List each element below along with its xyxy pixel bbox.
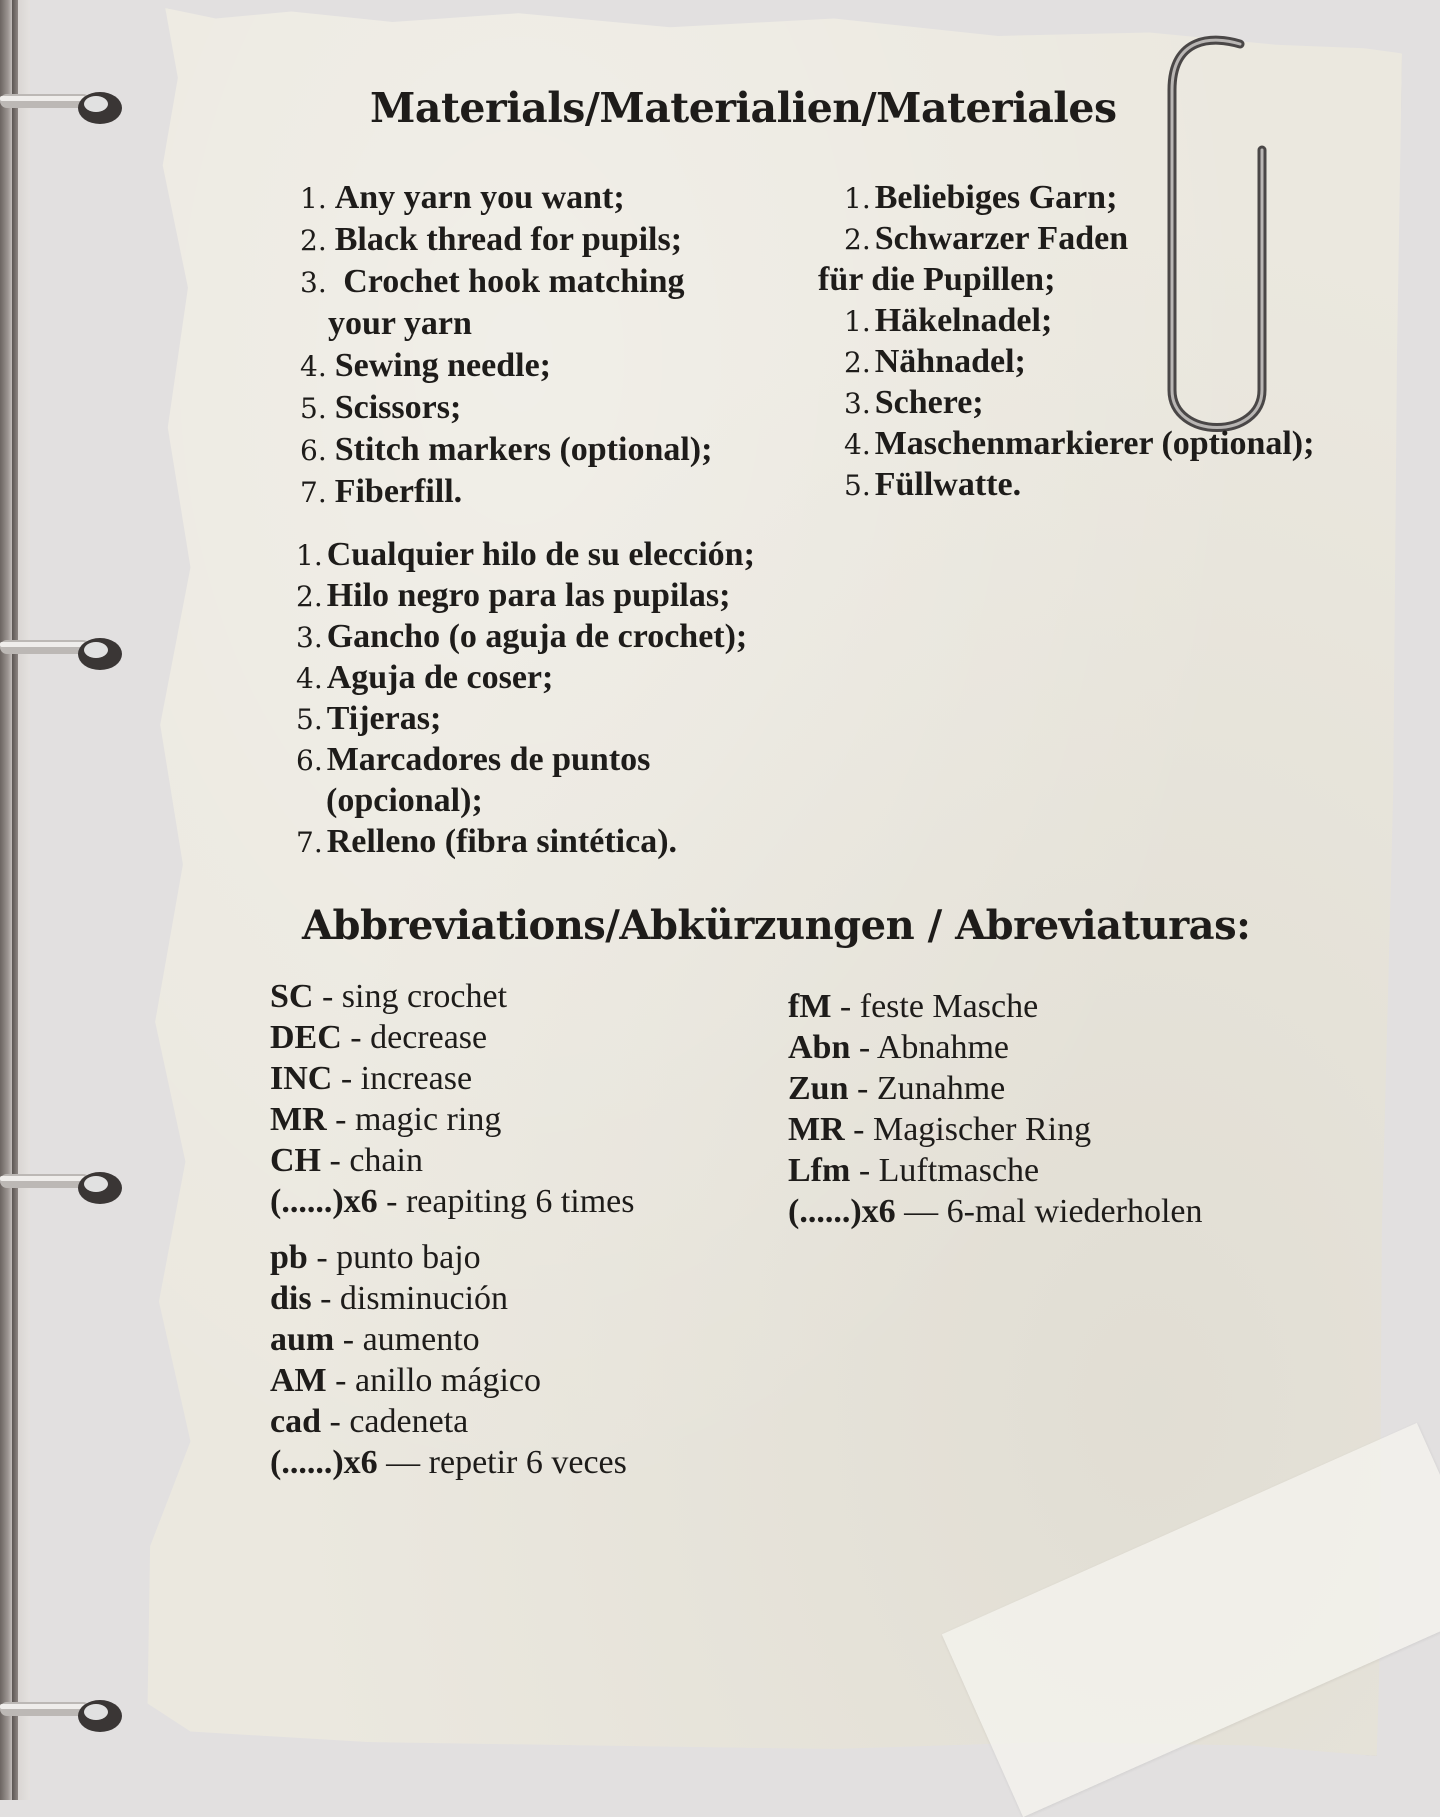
list-item: [788, 1192, 1203, 1232]
item-number: 6.: [300, 434, 327, 467]
item-text: Stitch markers (optional);: [334, 431, 713, 468]
abbr-separator: -: [307, 1239, 337, 1276]
list-item: [844, 424, 1314, 465]
item-text: Any yarn you want;: [334, 179, 625, 216]
list-item: [788, 1151, 1039, 1191]
list-item: [270, 1018, 487, 1058]
list-item: [270, 1402, 468, 1442]
abbr-meaning: cadeneta: [349, 1403, 469, 1440]
abbr-key: (......)x6: [270, 1444, 378, 1481]
item-text: Füllwatte.: [874, 466, 1022, 503]
abbr-separator: -: [848, 1070, 877, 1107]
list-item: [296, 658, 553, 699]
paperclip-icon: [1152, 30, 1280, 440]
list-item: [328, 304, 472, 344]
list-item: [844, 219, 1128, 260]
item-number: 3.: [844, 387, 871, 420]
abbr-meaning: Abnahme: [876, 1029, 1010, 1066]
abbr-meaning: Zunahme: [876, 1070, 1006, 1107]
item-number: 2.: [296, 580, 323, 613]
abbr-separator: -: [844, 1111, 873, 1148]
abbr-key: pb: [270, 1239, 308, 1276]
list-item: [300, 346, 551, 387]
item-number: 4.: [296, 662, 323, 695]
item-number: 1.: [844, 305, 871, 338]
abbr-meaning: feste Masche: [859, 988, 1039, 1025]
list-item: [788, 987, 1038, 1027]
item-number: 3.: [296, 621, 323, 654]
abbr-separator: -: [831, 988, 860, 1025]
abbr-meaning: increase: [360, 1060, 473, 1097]
abbr-separator: -: [313, 978, 342, 1015]
item-number: 3.: [300, 266, 327, 299]
abbr-key: (......)x6: [270, 1183, 378, 1220]
abbr-key: MR: [270, 1101, 327, 1138]
item-text: Fiberfill.: [334, 473, 463, 510]
abbr-key: CH: [270, 1142, 321, 1179]
item-text: Schwarzer Faden: [874, 220, 1129, 257]
list-item: [844, 301, 1052, 342]
item-text: Gancho (o aguja de crochet);: [326, 618, 748, 655]
item-text: Maschenmarkierer (optional);: [874, 425, 1315, 462]
binder-spine: [12, 0, 18, 1800]
item-text: Aguja de coser;: [326, 659, 554, 696]
list-item: [844, 465, 1021, 506]
list-item: [300, 262, 684, 303]
item-number: 2.: [844, 223, 871, 256]
abbr-key: (......)x6: [788, 1193, 896, 1230]
abbr-key: DEC: [270, 1019, 342, 1056]
list-item: [788, 1028, 1009, 1068]
abbr-key: Abn: [788, 1029, 851, 1066]
abbr-meaning: Luftmasche: [878, 1152, 1040, 1189]
list-item: [296, 617, 747, 658]
abbr-key: AM: [270, 1362, 327, 1399]
item-number: 4.: [844, 428, 871, 461]
abbr-meaning: punto bajo: [336, 1239, 481, 1276]
list-item: [296, 740, 650, 781]
item-number: 1.: [296, 539, 323, 572]
list-item: [270, 977, 507, 1017]
binder-ring-icon: [0, 1162, 128, 1206]
list-item: [270, 1141, 423, 1181]
list-item: [300, 220, 682, 261]
item-text: Scissors;: [334, 389, 462, 426]
list-item: [270, 1279, 508, 1319]
item-text: Häkelnadel;: [874, 302, 1053, 339]
list-item: [300, 430, 712, 471]
abbreviations-title: Abbreviations/Abkürzungen / Abreviaturas:: [302, 902, 1251, 949]
abbr-key: Lfm: [788, 1152, 851, 1189]
abbr-separator: -: [321, 1142, 350, 1179]
binder-ring-icon: [0, 1690, 128, 1734]
item-number: 1.: [300, 182, 327, 215]
list-item: [270, 1100, 501, 1140]
abbr-meaning: 6-mal wiederholen: [946, 1193, 1203, 1230]
abbr-meaning: repetir 6 veces: [428, 1444, 627, 1481]
item-number: 2.: [300, 224, 327, 257]
abbr-meaning: sing crochet: [341, 978, 508, 1015]
item-text: Cualquier hilo de su elección;: [326, 536, 755, 573]
abbr-separator: -: [377, 1183, 406, 1220]
item-text: (opcional);: [326, 782, 483, 819]
item-number: 1.: [844, 182, 871, 215]
list-item: [788, 1110, 1091, 1150]
materials-title: Materials/Materialien/Materiales: [370, 84, 1117, 132]
list-item: [270, 1059, 472, 1099]
list-item: [326, 781, 483, 821]
abbr-key: INC: [270, 1060, 333, 1097]
item-text: Crochet hook matching: [334, 263, 685, 300]
item-number: 5.: [844, 469, 871, 502]
abbr-meaning: magic ring: [354, 1101, 502, 1138]
item-text: Tijeras;: [326, 700, 442, 737]
abbr-meaning: decrease: [370, 1019, 488, 1056]
list-item: [270, 1238, 481, 1278]
list-item: [296, 576, 730, 617]
abbr-key: MR: [788, 1111, 845, 1148]
abbr-separator: -: [850, 1152, 879, 1189]
list-item: [300, 472, 462, 513]
list-item: [844, 383, 984, 424]
item-text: Marcadores de puntos: [326, 741, 651, 778]
item-number: 7.: [296, 826, 323, 859]
item-text: Black thread for pupils;: [334, 221, 683, 258]
item-text: Schere;: [874, 384, 984, 421]
abbr-meaning: disminución: [339, 1280, 509, 1317]
item-number: 2.: [844, 346, 871, 379]
abbr-meaning: aumento: [362, 1321, 480, 1358]
list-item: [296, 822, 677, 863]
item-number: 5.: [296, 703, 323, 736]
list-item: [270, 1361, 541, 1401]
abbr-key: SC: [270, 978, 314, 1015]
item-text: Hilo negro para las pupilas;: [326, 577, 731, 614]
item-number: 7.: [300, 476, 327, 509]
list-item: [788, 1069, 1005, 1109]
abbr-separator: -: [321, 1403, 350, 1440]
item-number: 6.: [296, 744, 323, 777]
abbr-separator: -: [334, 1321, 363, 1358]
abbr-separator: —: [895, 1193, 947, 1230]
list-item: [844, 342, 1026, 383]
abbr-meaning: Magischer Ring: [872, 1111, 1092, 1148]
list-item: [270, 1182, 635, 1222]
abbr-meaning: chain: [349, 1142, 423, 1179]
list-item: [296, 535, 755, 576]
list-item: [296, 699, 441, 740]
abbr-separator: -: [311, 1280, 340, 1317]
item-text: your yarn: [328, 305, 472, 342]
list-item: [818, 260, 1055, 300]
item-text: Relleno (fibra sintética).: [326, 823, 678, 860]
abbr-key: cad: [270, 1403, 321, 1440]
item-text: Sewing needle;: [334, 347, 551, 384]
item-text: Beliebiges Garn;: [874, 179, 1118, 216]
abbr-separator: -: [850, 1029, 877, 1066]
abbr-key: aum: [270, 1321, 335, 1358]
item-text: Nähnadel;: [874, 343, 1026, 380]
abbr-meaning: anillo mágico: [354, 1362, 541, 1399]
item-number: 5.: [300, 392, 327, 425]
abbr-meaning: reapiting 6 times: [405, 1183, 635, 1220]
item-number: 4.: [300, 350, 327, 383]
binder-ring-icon: [0, 628, 128, 672]
list-item: [844, 178, 1117, 219]
abbr-separator: -: [332, 1060, 361, 1097]
abbr-key: fM: [788, 988, 832, 1025]
list-item: [300, 388, 461, 429]
abbr-separator: -: [341, 1019, 371, 1056]
abbr-separator: -: [326, 1101, 355, 1138]
binder-ring-icon: [0, 82, 128, 126]
abbr-key: Zun: [788, 1070, 849, 1107]
abbr-separator: -: [326, 1362, 355, 1399]
list-item: [300, 178, 625, 219]
list-item: [270, 1443, 627, 1483]
abbr-separator: —: [377, 1444, 429, 1481]
abbr-key: dis: [270, 1280, 312, 1317]
item-text: für die Pupillen;: [818, 261, 1056, 298]
list-item: [270, 1320, 480, 1360]
